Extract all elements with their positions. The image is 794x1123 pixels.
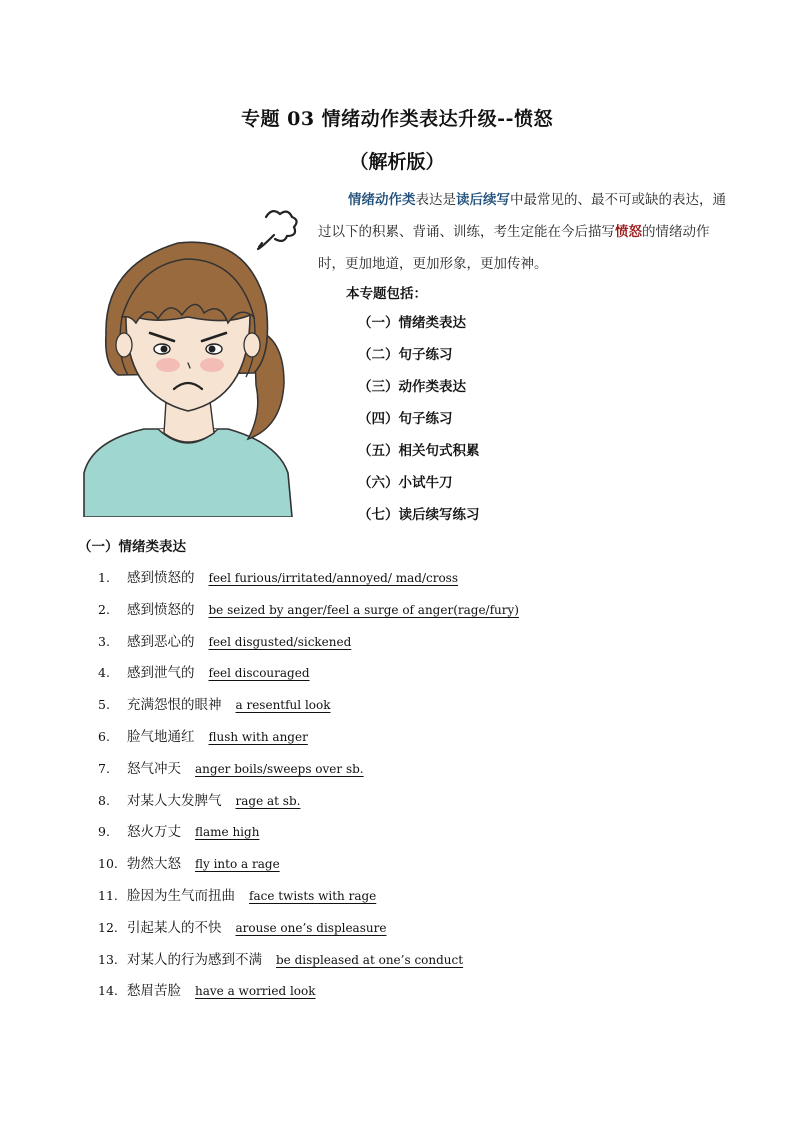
vocab-english: fly into a rage — [195, 857, 280, 872]
page-subtitle: （解析版） — [349, 151, 445, 173]
toc-item: （三）动作类表达 — [358, 379, 466, 395]
toc-item: （七）读后续写练习 — [358, 507, 480, 523]
vocab-english: anger boils/sweeps over sb. — [195, 761, 364, 776]
vocab-english: arouse one’s displeasure — [235, 920, 387, 935]
intro-text-1: 表达是 — [415, 192, 456, 208]
vocab-list — [98, 563, 523, 1008]
vocab-chinese: 感到愤怒的 — [127, 570, 195, 586]
vocab-item — [98, 690, 523, 722]
vocab-number: 2. — [98, 601, 110, 617]
vocab-number: 12. — [98, 919, 118, 935]
intro-highlight-topic: 情绪动作类 — [348, 192, 416, 208]
angry-girl-illustration — [78, 205, 308, 517]
vocab-number: 13. — [98, 951, 118, 967]
vocab-item — [98, 849, 523, 881]
toc-item: （二）句子练习 — [358, 347, 453, 363]
vocab-number: 8. — [98, 792, 110, 808]
vocab-english: flame high — [195, 825, 260, 840]
vocab-number: 5. — [98, 697, 110, 713]
vocab-item — [98, 658, 523, 690]
vocab-chinese: 充满怨恨的眼神 — [127, 697, 222, 714]
vocab-item — [98, 976, 523, 1008]
vocab-number: 14. — [98, 983, 118, 999]
vocab-english: feel furious/irritated/annoyed/ mad/cross — [208, 571, 458, 585]
vocab-chinese: 愁眉苦脸 — [127, 983, 181, 1000]
vocab-chinese: 引起某人的不快 — [127, 919, 222, 936]
vocab-item — [98, 754, 523, 786]
vocab-number: 11. — [98, 887, 118, 903]
vocab-item — [98, 722, 523, 754]
vocab-item — [98, 945, 523, 977]
vocab-number: 10. — [98, 856, 118, 872]
vocab-chinese: 脸因为生气而扭曲 — [127, 887, 235, 904]
vocab-english: flush with anger — [208, 729, 308, 744]
vocab-chinese: 对某人大发脾气 — [127, 792, 222, 809]
vocab-english: rage at sb. — [235, 793, 301, 808]
vocab-number: 4. — [98, 665, 110, 681]
vocab-number: 7. — [98, 760, 110, 776]
vocab-english: feel discouraged — [208, 666, 310, 681]
intro-text-2: 中最常见的、最不可或缺的表达，通过以下的积累、背诵、训练，考生定能在今后描写 — [318, 192, 726, 240]
vocab-chinese: 对某人的行为感到不满 — [127, 951, 262, 968]
vocab-item — [98, 786, 523, 818]
toc-item: （六）小试牛刀 — [358, 475, 453, 491]
vocab-item — [98, 563, 523, 595]
toc-heading: 本专题包括： — [346, 286, 427, 302]
toc-item: （一）情绪类表达 — [358, 315, 466, 331]
vocab-number: 6. — [98, 728, 110, 744]
vocab-chinese: 怒气冲天 — [127, 760, 181, 777]
vocab-chinese: 感到泄气的 — [127, 665, 195, 682]
vocab-english: be seized by anger/feel a surge of anger(rage/fury) — [208, 602, 519, 617]
vocab-english: have a worried look — [195, 984, 316, 999]
vocab-number: 1. — [98, 570, 110, 585]
vocab-chinese: 怒火万丈 — [127, 824, 181, 841]
vocab-english: face twists with rage — [249, 888, 377, 903]
toc-item: （四）句子练习 — [358, 411, 453, 427]
vocab-english: a resentful look — [235, 698, 331, 713]
vocab-chinese: 勃然大怒 — [127, 856, 181, 873]
vocab-number: 3. — [98, 633, 110, 649]
vocab-english: be displeased at one’s conduct — [276, 952, 464, 967]
vocab-number: 9. — [98, 824, 110, 840]
section-heading: （一）情绪类表达 — [78, 539, 186, 555]
intro-highlight-emotion: 愤怒 — [615, 224, 642, 240]
vocab-chinese: 脸气地通红 — [127, 728, 195, 745]
intro-highlight-task: 读后续写 — [456, 192, 510, 208]
vocab-item — [98, 881, 523, 913]
intro-text-3: 的情绪动作时，更加地道，更加形象，更加传神。 — [318, 224, 710, 272]
vocab-english: feel disgusted/sickened — [208, 634, 352, 649]
vocab-item — [98, 913, 523, 945]
vocab-item — [98, 595, 523, 627]
intro-paragraph — [318, 184, 730, 280]
vocab-chinese: 感到愤怒的 — [127, 601, 195, 618]
toc-item: （五）相关句式积累 — [358, 443, 480, 459]
vocab-chinese: 感到恶心的 — [127, 633, 195, 650]
vocab-item — [98, 817, 523, 849]
vocab-item — [98, 627, 523, 659]
toc-list — [358, 309, 480, 533]
page-title: 专题 03 情绪动作类表达升级--愤怒 — [241, 108, 553, 130]
